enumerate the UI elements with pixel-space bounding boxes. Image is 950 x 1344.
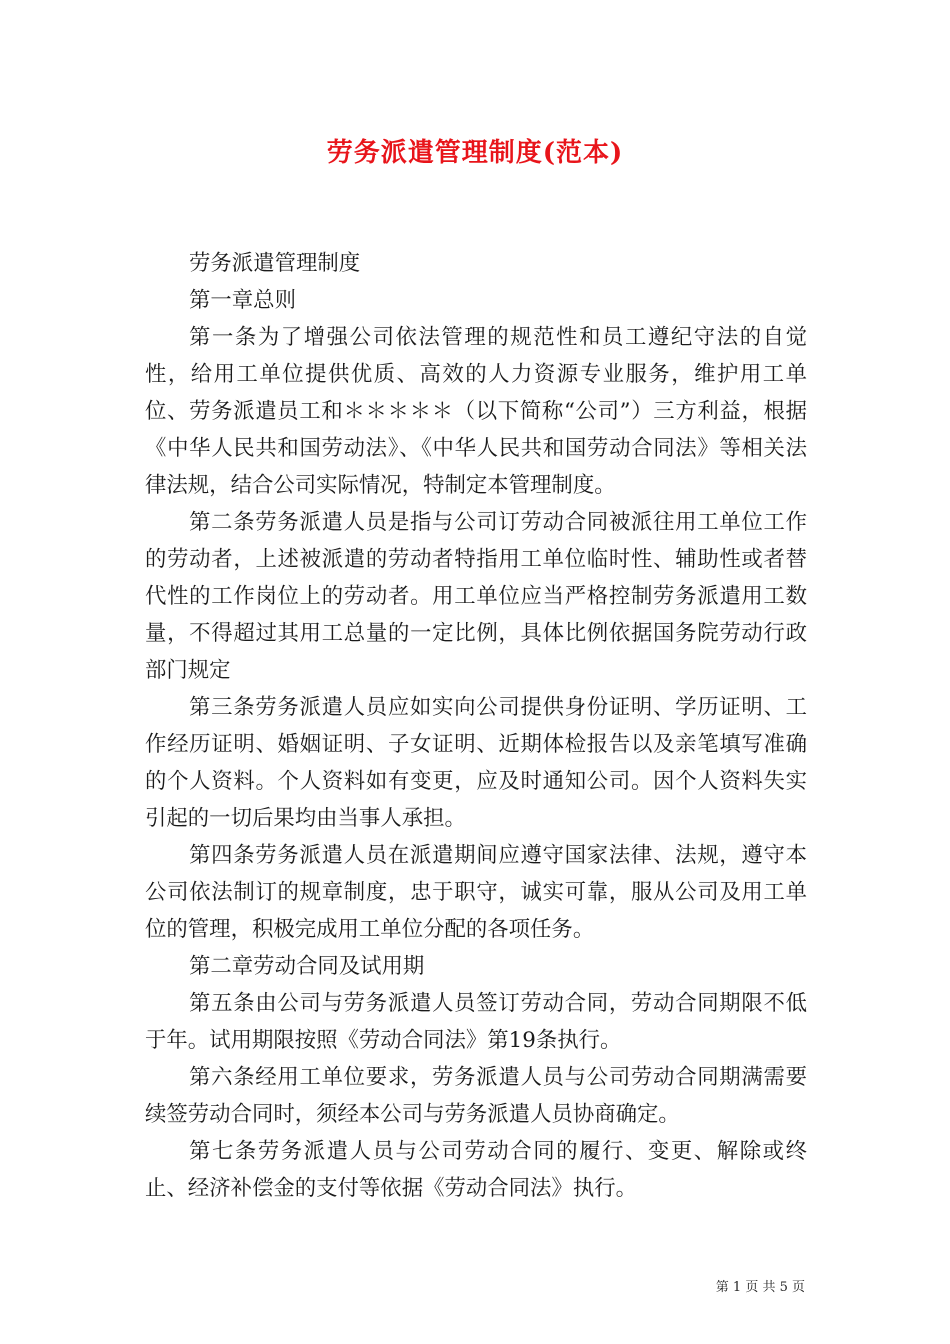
document-body — [145, 245, 807, 1207]
article-paragraph: 第四条劳务派遣人员在派遣期间应遵守国家法律、法规，遵守本公司依法制订的规章制度，忠于职守，诚实可靠，服从公司及用工单位的管理，积极完成用工单位分配的各项任务。 — [145, 843, 807, 942]
section-heading: 劳务派遣管理制度 — [189, 251, 361, 276]
document-title: 劳务派遣管理制度(范本) — [326, 138, 624, 168]
article-paragraph: 第一条为了增强公司依法管理的规范性和员工遵纪守法的自觉性，给用工单位提供优质、高效的人力资源专业服务，维护用工单位、劳务派遣员工和＊＊＊＊＊（以下简称“公司”）三方利益，根据《中华人民共和国劳动法》、《中华人民共和国劳动合同法》等相关法律法规，结合公司实际情况，特制定本管理制度。 — [145, 325, 807, 498]
article-paragraph: 第三条劳务派遣人员应如实向公司提供身份证明、学历证明、工作经历证明、婚姻证明、子女证明、近期体检报告以及亲笔填写准确的个人资料。个人资料如有变更，应及时通知公司。因个人资料失实引起的一切后果均由当事人承担。 — [145, 695, 807, 831]
chapter-heading: 第一章总则 — [189, 288, 296, 313]
article-paragraph: 第六条经用工单位要求，劳务派遣人员与公司劳动合同期满需要续签劳动合同时，须经本公司与劳务派遣人员协商确定。 — [145, 1065, 807, 1127]
page-number: 第 1 页 共 5 页 — [715, 1280, 805, 1295]
article-paragraph: 第五条由公司与劳务派遣人员签订劳动合同，劳动合同期限不低于年。试用期限按照《劳动合同法》第19条执行。 — [145, 991, 807, 1053]
chapter-heading: 第二章劳动合同及试用期 — [189, 954, 425, 979]
article-paragraph: 第七条劳务派遣人员与公司劳动合同的履行、变更、解除或终止、经济补偿金的支付等依据《劳动合同法》执行。 — [145, 1139, 807, 1201]
article-paragraph: 第二条劳务派遣人员是指与公司订劳动合同被派往用工单位工作的劳动者，上述被派遣的劳动者特指用工单位临时性、辅助性或者替代性的工作岗位上的劳动者。用工单位应当严格控制劳务派遣用工数量，不得超过其用工总量的一定比例，具体比例依据国务院劳动行政部门规定 — [145, 510, 807, 683]
